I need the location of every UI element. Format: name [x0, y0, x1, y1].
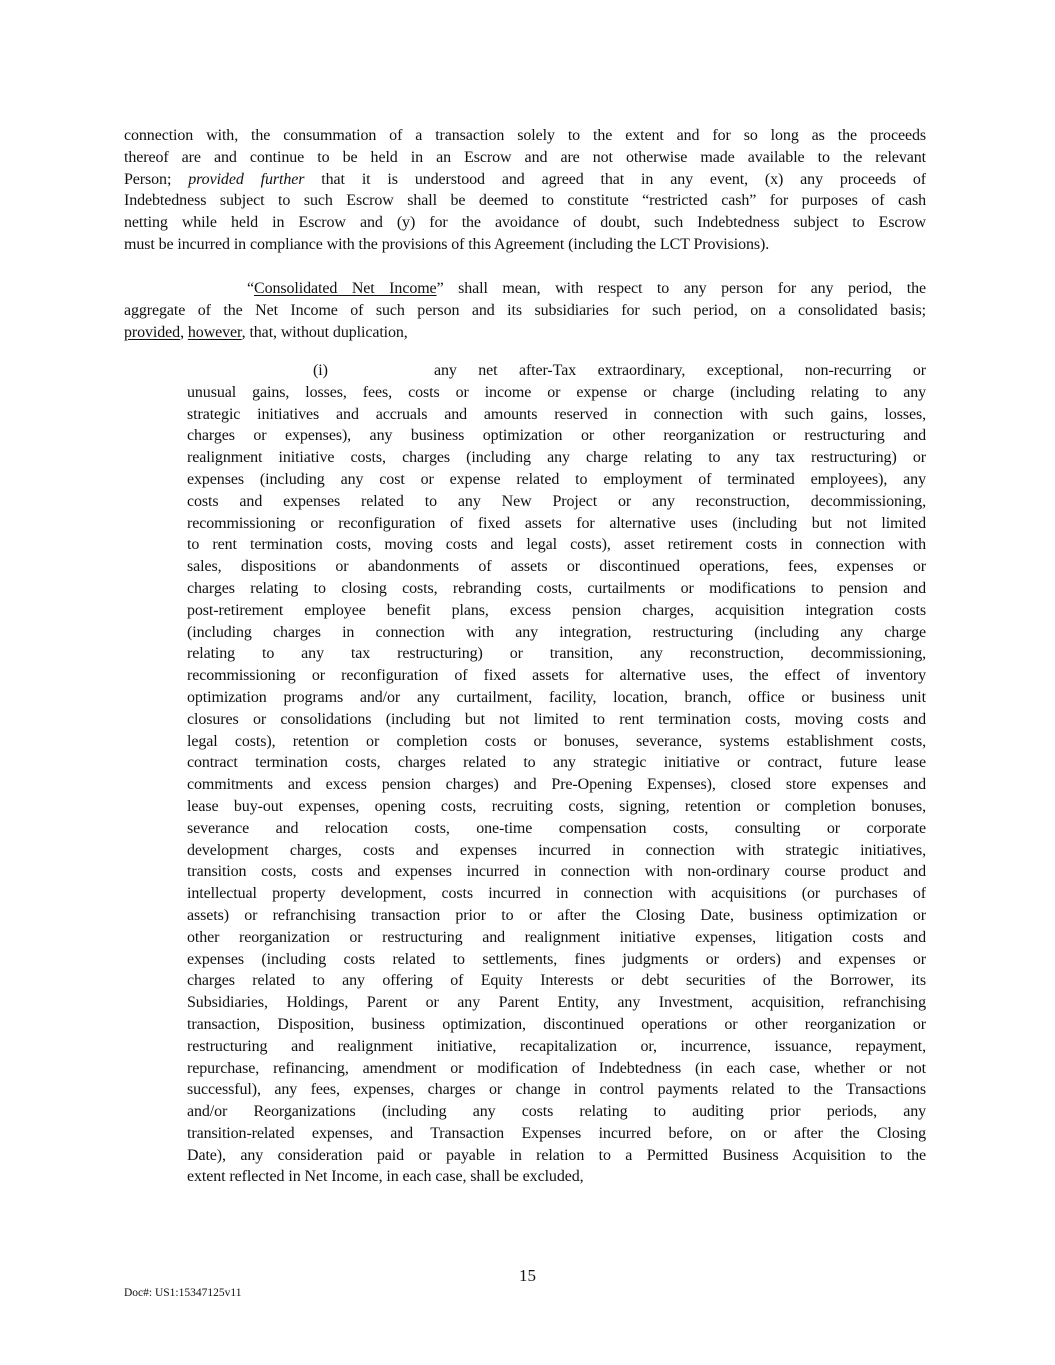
text-line: sales, dispositions or abandonments of assets or discontinued operations, fees, expenses or	[187, 558, 926, 576]
text-line: assets) or refranchising transaction prior to or after the Closing Date, business optimization or	[187, 906, 926, 924]
text-segment: “	[247, 280, 255, 297]
text-line: (including charges in connection with any integration, restructuring (including any charge	[187, 623, 926, 641]
text-line: to rent termination costs, moving costs and legal costs), asset retirement costs in connection with	[187, 536, 926, 554]
text-line: realignment initiative costs, charges (including any charge relating to any tax restructuring) or	[187, 449, 926, 467]
text-line: transaction, Disposition, business optimization, discontinued operations or other reorganization or	[187, 1015, 926, 1033]
document-id: Doc#: US1:15347125v11	[124, 1287, 242, 1299]
text-line: charges related to any offering of Equity Interests or debt securities of the Borrower, its	[187, 972, 926, 990]
text-segment: Person;	[124, 170, 189, 188]
text-line: connection with, the consummation of a transaction solely to the extent and for so long as the proceeds	[124, 127, 926, 144]
text-line: extent reflected in Net Income, in each case, shall be excluded,	[187, 1168, 584, 1186]
text-line: expenses (including any cost or expense related to employment of terminated employees), any	[187, 470, 926, 488]
text-line: repurchase, refinancing, amendment or modification of Indebtedness (in each case, whether or not	[187, 1059, 926, 1077]
text-line: Subsidiaries, Holdings, Parent or any Parent Entity, any Investment, acquisition, refranchising	[187, 994, 926, 1012]
defined-term: however	[187, 323, 242, 341]
defined-term: Consolidated Net Income	[254, 280, 437, 297]
text-line: unusual gains, losses, fees, costs or income or expense or charge (including relating to any	[187, 383, 926, 401]
text-line: other reorganization or restructuring and realignment initiative expenses, litigation costs and	[187, 928, 926, 946]
text-line: lease buy-out expenses, opening costs, recruiting costs, signing, retention or completion bonuses,	[187, 797, 926, 815]
emphasized-text: provided further	[188, 170, 305, 188]
text-line: aggregate of the Net Income of such person and its subsidiaries for such period, on a consolidated basis;	[124, 301, 926, 319]
text-line: optimization programs and/or any curtailment, facility, location, branch, office or business unit	[187, 688, 926, 706]
text-line: intellectual property development, costs incurred in connection with acquisitions (or purchases of	[187, 885, 926, 903]
text-line: recommissioning or reconfiguration of fixed assets for alternative uses (including but not limited	[187, 514, 926, 532]
text-segment: , that, without duplication,	[241, 323, 408, 341]
text-line: legal costs), retention or completion costs or bonuses, severance, systems establishment costs,	[187, 732, 926, 750]
defined-term: provided	[124, 323, 181, 341]
text-line: contract termination costs, charges related to any strategic initiative or contract, future lease	[187, 754, 926, 772]
text-segment: that it is understood and agreed that in any event, (x) any proceeds of	[304, 170, 926, 188]
text-line: charges or expenses), any business optimization or other reorganization or restructuring and	[187, 427, 926, 445]
text-line: must be incurred in compliance with the provisions of this Agreement (including the LCT Provisions).	[124, 235, 770, 253]
text-line: transition costs, costs and expenses incurred in connection with non-ordinary course product and	[187, 863, 926, 881]
text-line: Date), any consideration paid or payable in relation to a Permitted Business Acquisition to the	[187, 1146, 926, 1164]
text-line: restructuring and realignment initiative, recapitalization or, incurrence, issuance, repayment,	[187, 1037, 926, 1055]
text-segment: ,	[180, 323, 188, 341]
definition-consolidated-net-income	[124, 278, 926, 343]
paragraph-escrow-continuation	[124, 125, 926, 256]
text-line: charges relating to closing costs, rebranding costs, curtailments or modifications to pension and	[187, 579, 926, 597]
text-segment: ” shall mean, with respect to any person for any period, the	[436, 280, 926, 297]
clause-i-excluded-items	[187, 360, 926, 1188]
text-line: and/or Reorganizations (including any costs relating to auditing prior periods, any	[187, 1103, 926, 1121]
text-line: recommissioning or reconfiguration of fixed assets for alternative uses, the effect of inventory	[187, 667, 926, 685]
text-line: relating to any tax restructuring) or transition, any reconstruction, decommissioning,	[187, 645, 926, 663]
text-line	[124, 169, 926, 191]
text-line: severance and relocation costs, one-time compensation costs, consulting or corporate	[187, 819, 926, 837]
text-line: (i) any net after-Tax extraordinary, exceptional, non-recurring or	[187, 360, 926, 382]
text-line: netting while held in Escrow and (y) for the avoidance of doubt, such Indebtedness subject to Escrow	[124, 214, 926, 232]
text-line: expenses (including costs related to settlements, fines judgments or orders) and expenses or	[187, 950, 926, 968]
text-line: commitments and excess pension charges) and Pre-Opening Expenses), closed store expenses and	[187, 776, 926, 794]
text-line: development charges, costs and expenses incurred in connection with strategic initiatives,	[187, 841, 926, 859]
text-line: costs and expenses related to any New Project or any reconstruction, decommissioning,	[187, 492, 926, 510]
clause-label: (i)	[313, 362, 328, 379]
text-line	[124, 322, 926, 344]
text-line: thereof are and continue to be held in an Escrow and are not otherwise made available to the relevant	[124, 148, 926, 166]
text-line: transition-related expenses, and Transaction Expenses incurred before, on or after the Closing	[187, 1124, 926, 1142]
text-line: closures or consolidations (including but not limited to rent termination costs, moving costs and	[187, 710, 926, 728]
text-line: Indebtedness subject to such Escrow shall be deemed to constitute “restricted cash” for purposes of cash	[124, 192, 926, 210]
text-line: post-retirement employee benefit plans, excess pension charges, acquisition integration costs	[187, 601, 926, 619]
text-line: strategic initiatives and accruals and amounts reserved in connection with such gains, losses,	[187, 405, 926, 423]
page-number: 15	[519, 1266, 536, 1285]
text-line	[124, 278, 926, 300]
text-line: successful), any fees, expenses, charges or change in control payments related to the Transactions	[187, 1081, 926, 1099]
